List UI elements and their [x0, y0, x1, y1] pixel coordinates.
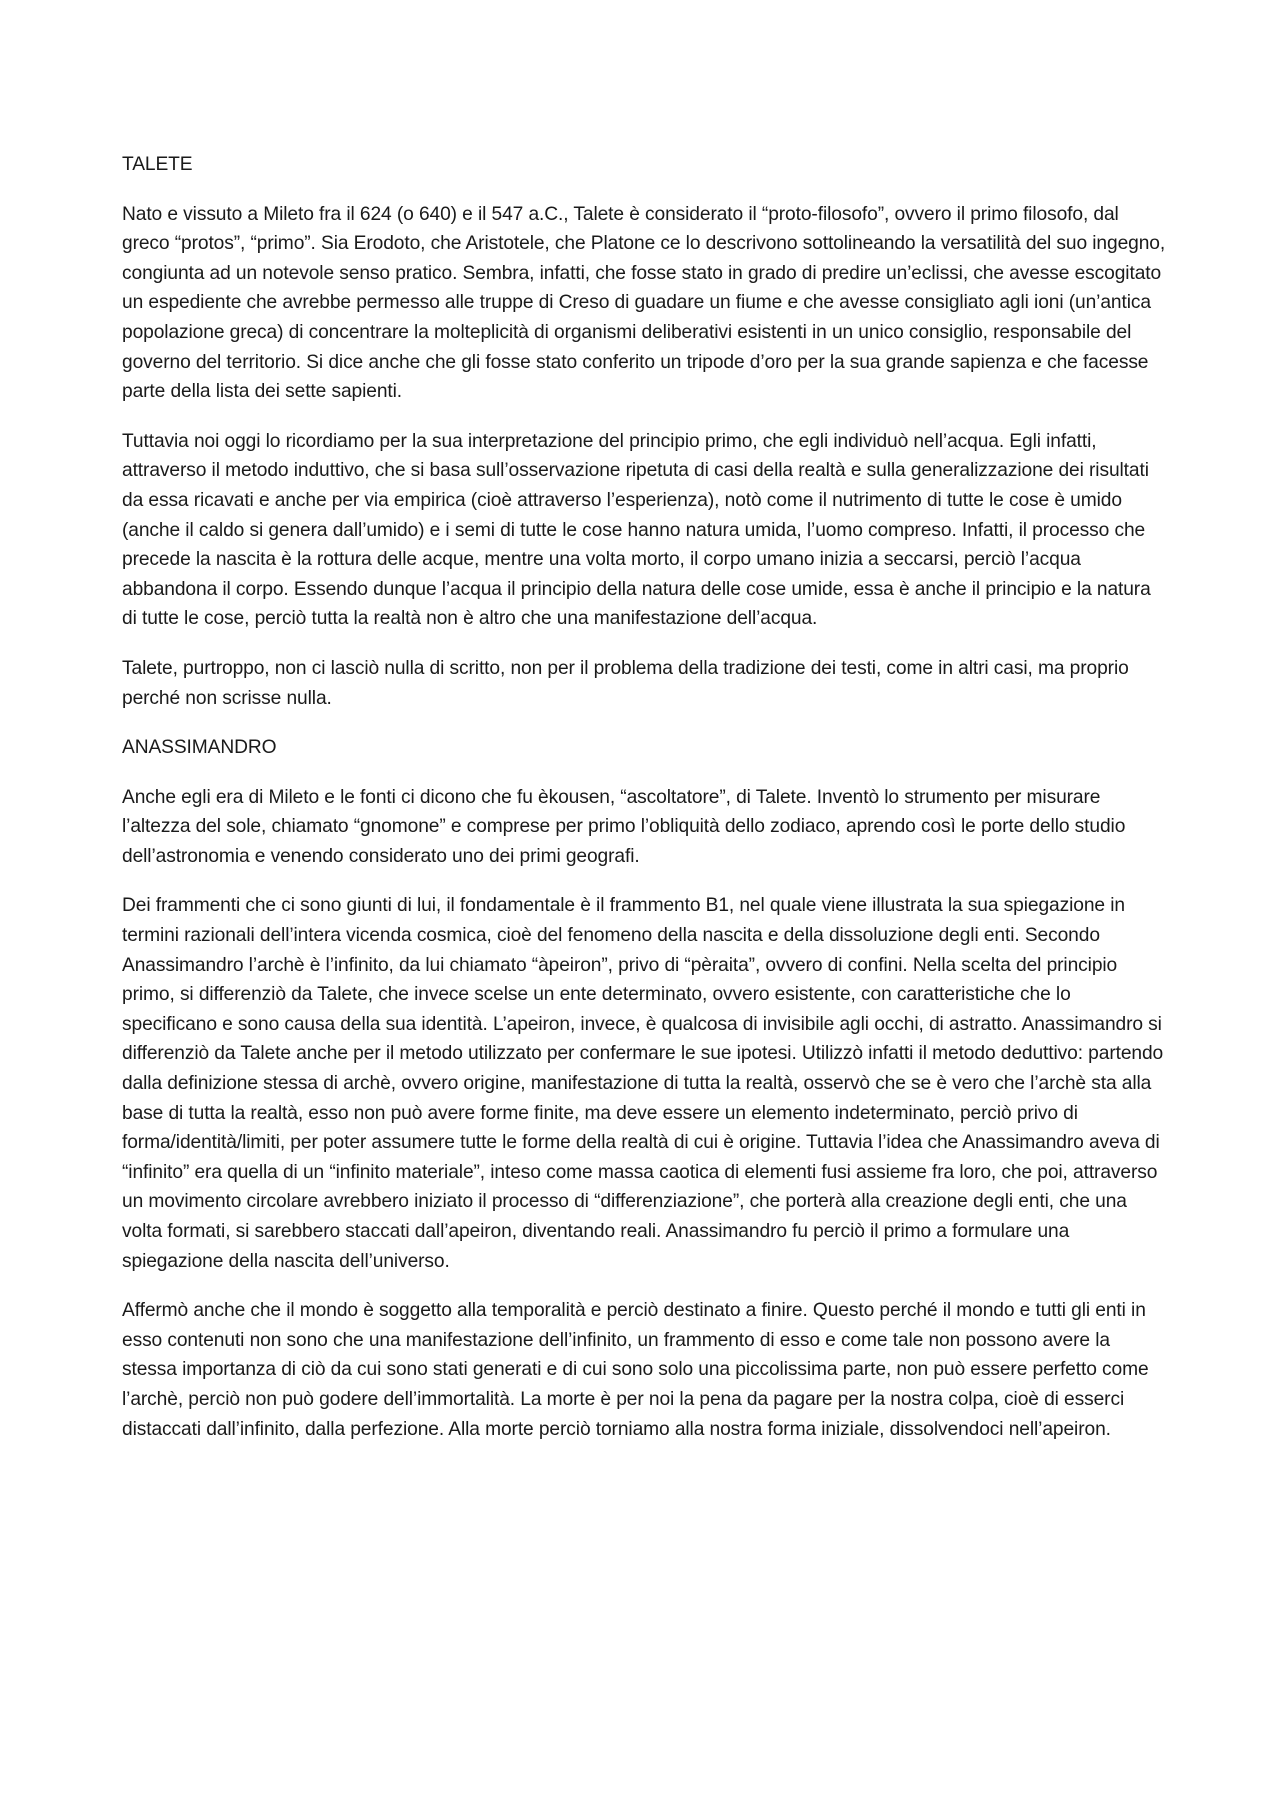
talete-paragraph-1: Nato e vissuto a Mileto fra il 624 (o 640) e il 547 a.C., Talete è considerato il “proto-filosofo”, ovvero il primo filosofo, dal greco “protos”, “primo”. Sia Erodoto, che Aristotele, che Platone ce lo descrivono sottolineando la versatilità del suo ingegno, congiunta ad un notevole senso pratico. Sembra, infatti, che fosse stato in grado di predire un’eclissi, che avesse escogitato un espediente che avrebbe permesso alle truppe di Creso di guadare un fiume e che avesse consigliato agli ioni (un’antica popolazione greca) di concentrare la molteplicità di organismi deliberativi esistenti in un unico consiglio, responsabile del governo del territorio. Si dice anche che gli fosse stato conferito un tripode d’oro per la sua grande sapienza e che facesse parte della lista dei sette sapienti. — [122, 203, 1166, 403]
anassimandro-paragraph-2: Dei frammenti che ci sono giunti di lui, il fondamentale è il frammento B1, nel quale viene illustrata la sua spiegazione in termini razionali dell’intera vicenda cosmica, cioè del fenomeno della nascita e della dissoluzione degli enti. Secondo Anassimandro l’archè è l’infinito, da lui chiamato “àpeiron”, privo di “pèraita”, ovvero di confini. Nella scelta del principio primo, si differenziò da Talete, che invece scelse un ente determinato, ovvero esistente, con caratteristiche che lo specificano e sono causa della sua identità. L’apeiron, invece, è qualcosa di invisibile agli occhi, di astratto. Anassimandro si differenziò da Talete anche per il metodo utilizzato per confermare le sue ipotesi. Utilizzò infatti il metodo deduttivo: partendo dalla definizione stessa di archè, ovvero origine, manifestazione di tutta la realtà, osservò che se è vero che l’archè sta alla base di tutta la realtà, esso non può avere forme finite, ma deve essere un elemento indeterminato, perciò privo di forma/identità/limiti, per poter assumere tutte le forme della realtà di cui è origine. Tuttavia l’idea che Anassimandro aveva di “infinito” era quella di un “infinito materiale”, inteso come massa caotica di elementi fusi assieme fra loro, che poi, attraverso un movimento circolare avrebbero iniziato il processo di “differenziazione”, che porterà alla creazione degli enti, che una volta formati, si sarebbero staccati dall’apeiron, diventando reali. Anassimandro fu perciò il primo a formulare una spiegazione della nascita dell’universo. — [122, 895, 1164, 1272]
document-body — [122, 150, 1170, 1464]
talete-paragraph-3: Talete, purtroppo, non ci lasciò nulla di scritto, non per il problema della tradizione dei testi, come in altri casi, ma proprio perché non scrisse nulla. — [122, 657, 1129, 709]
anassimandro-paragraph-1: Anche egli era di Mileto e le fonti ci dicono che fu èkousen, “ascoltatore”, di Talete. Inventò lo strumento per misurare l’altezza del sole, chiamato “gnomone” e comprese per primo l’obliquità dello zodiaco, aprendo così le porte dello studio dell’astronomia e venendo considerato uno dei primi geografi. — [122, 786, 1126, 867]
section-heading-anassimandro: ANASSIMANDRO — [122, 737, 277, 759]
talete-paragraph-2: Tuttavia noi oggi lo ricordiamo per la sua interpretazione del principio primo, che egli individuò nell’acqua. Egli infatti, attraverso il metodo induttivo, che si basa sull’osservazione ripetuta di casi della realtà e sulla generalizzazione dei risultati da essa ricavati e anche per via empirica (cioè attraverso l’esperienza), notò come il nutrimento di tutte le cose è umido (anche il caldo si genera dall’umido) e i semi di tutte le cose hanno natura umida, l’uomo compreso. Infatti, il processo che precede la nascita è la rottura delle acque, mentre una volta morto, il corpo umano inizia a seccarsi, perciò l’acqua abbandona il corpo. Essendo dunque l’acqua il principio della natura delle cose umide, essa è anche il principio e la natura di tutte le cose, perciò tutta la realtà non è altro che una manifestazione dell’acqua. — [122, 430, 1151, 630]
section-heading-talete: TALETE — [122, 154, 193, 175]
anassimandro-paragraph-3: Affermò anche che il mondo è soggetto alla temporalità e perciò destinato a finire. Questo perché il mondo e tutti gli enti in esso contenuti non sono che una manifestazione dell’infinito, un frammento di esso e come tale non possono avere la stessa importanza di ciò da cui sono stati generati e di cui sono solo una piccolissima parte, non può essere perfetto come l’archè, perciò non può godere dell’immortalità. La morte è per noi la pena da pagare per la nostra colpa, cioè di esserci distaccati dall’infinito, dalla perfezione. Alla morte perciò torniamo alla nostra forma iniziale, dissolvendoci nell’apeiron. — [122, 1300, 1149, 1440]
